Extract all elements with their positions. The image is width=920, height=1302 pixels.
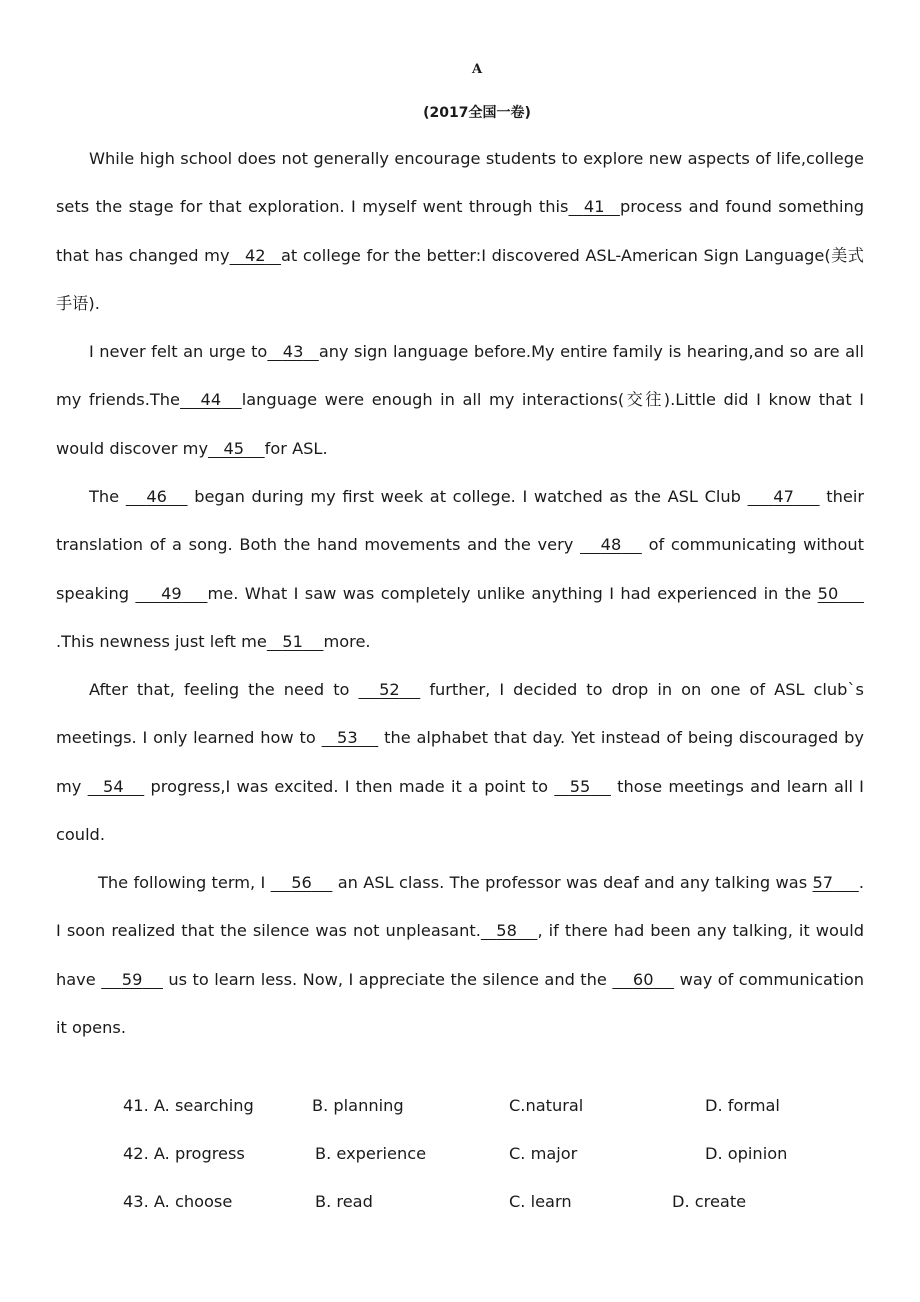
passage-text: The following term, I <box>98 873 266 892</box>
blank-44: 44 <box>200 390 222 410</box>
passage-text: , if there had been any talking, it would have <box>56 921 864 989</box>
passage-text: their translation of a song. Both the hand movements and the very <box>56 487 864 555</box>
blank-43: 43 <box>282 342 304 361</box>
passage-text: at college for the better:I discovered ASL-American Sign Language(美式手语). <box>56 245 864 313</box>
passage-text: process and found something that has changed my <box>56 197 864 265</box>
blank-48: 48 <box>600 535 622 555</box>
passage-text: began during my first week at college. I watched as the ASL Club <box>194 487 741 506</box>
passage-text: of communicating without speaking <box>56 535 864 603</box>
passage-text: me. What I saw was completely unlike anything I had experienced in the <box>207 583 812 603</box>
blank-57: 57 <box>812 873 834 892</box>
option-43-c: C. learn <box>509 1192 572 1211</box>
blank-59: 59 <box>121 969 143 989</box>
passage-paragraph-1 <box>56 135 864 328</box>
passage-text: The <box>89 487 120 506</box>
passage-text: I never felt an urge to <box>89 342 268 361</box>
blank-51: 51 <box>282 631 303 651</box>
blank-60: 60 <box>632 969 654 989</box>
passage-text: us to learn less. Now, I appreciate the silence and the <box>168 969 607 989</box>
passage-paragraph-5 <box>56 859 864 1052</box>
passage-text: any sign language before.My entire family is hearing,and so are all my friends.The <box>56 342 864 410</box>
passage-text: more. <box>323 631 371 651</box>
blank-47: 47 <box>773 487 794 506</box>
blank-50: 50 <box>817 583 839 603</box>
passage-paragraph-3 <box>56 473 864 666</box>
passage-text: . I soon realized that the silence was not unpleasant. <box>56 873 864 941</box>
blank-41: 41 <box>583 197 605 217</box>
option-42-c: C. major <box>509 1144 578 1163</box>
passage-text: the alphabet that day. Yet instead of being discouraged by my <box>56 728 864 796</box>
exam-source-title: (2017全国一卷) <box>423 105 531 121</box>
passage-paragraph-4 <box>56 666 864 859</box>
passage-paragraph-2 <box>56 328 864 473</box>
blank-45: 45 <box>223 438 245 458</box>
option-42-d: D. opinion <box>705 1144 788 1163</box>
option-41-a: 41. A. searching <box>123 1096 254 1115</box>
option-43-d: D. create <box>672 1192 747 1211</box>
blank-58: 58 <box>496 921 517 941</box>
passage-text: language were enough in all my interactions(交往).Little did I know that I would discover my <box>56 390 864 458</box>
blank-53: 53 <box>337 728 358 748</box>
passage-text: further, I decided to drop in on one of ASL club`s meetings. I only learned how to <box>56 680 864 748</box>
passage-text: for ASL. <box>264 438 328 458</box>
option-43-b: B. read <box>315 1192 373 1211</box>
passage-text: After that, feeling the need to <box>89 680 350 699</box>
blank-49: 49 <box>161 583 182 603</box>
option-41-c: C.natural <box>509 1096 584 1115</box>
passage-text: those meetings and learn all I could. <box>56 776 864 844</box>
option-42-b: B. experience <box>315 1144 427 1163</box>
option-41-b: B. planning <box>312 1096 404 1115</box>
passage-text: an ASL class. The professor was deaf and any talking was <box>337 873 808 892</box>
blank-55: 55 <box>569 776 591 796</box>
blank-42: 42 <box>244 245 266 265</box>
option-42-a: 42. A. progress <box>123 1144 245 1163</box>
blank-52: 52 <box>379 680 400 699</box>
blank-54: 54 <box>103 776 124 796</box>
passage-text: way of communication it opens. <box>56 969 864 1037</box>
passage-text: .This newness just left me <box>56 631 267 651</box>
passage-text: While high school does not generally encourage students to explore new aspects of life,college sets the stage for that exploration. I myself went through this <box>56 149 864 217</box>
passage-text: progress,I was excited. I then made it a point to <box>150 776 549 796</box>
option-41-d: D. formal <box>705 1096 780 1115</box>
option-43-a: 43. A. choose <box>123 1192 233 1211</box>
blank-46: 46 <box>146 487 167 506</box>
section-letter: A <box>471 62 483 77</box>
blank-56: 56 <box>291 873 312 892</box>
